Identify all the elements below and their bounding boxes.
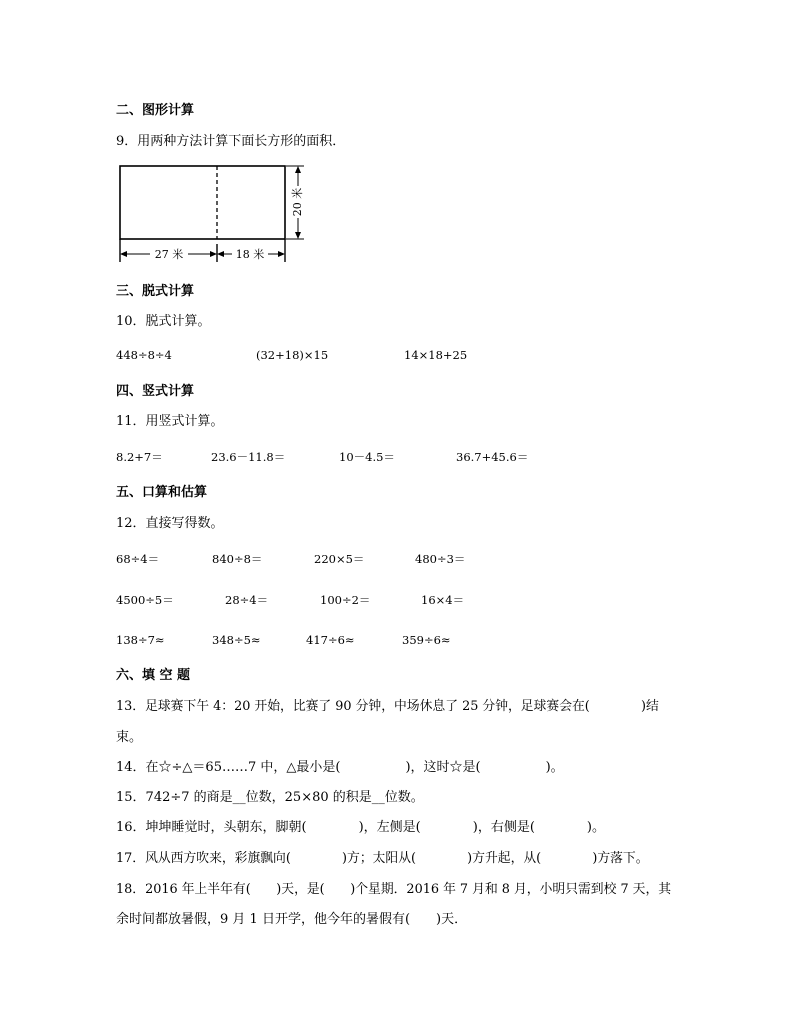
- question-16-text: 16．坤坤睡觉时，头朝东，脚朝( )，左侧是( )，右侧是( )。: [116, 820, 605, 835]
- arrow-left-start: [120, 251, 127, 257]
- question-17-text: 17．风从西方吹来，彩旗飘向( )方；太阳从( )方升起，从( )方落下。: [116, 851, 649, 866]
- height-arrow-bottom: [295, 232, 301, 239]
- question-9-text: 9．用两种方法计算下面长方形的面积．: [116, 134, 346, 149]
- expr-12-r2-3: 100÷2＝: [320, 593, 371, 607]
- rectangle-outline: [120, 166, 285, 239]
- question-14-text: 14．在☆÷△＝65……7 中，△最小是( )，这时☆是( )。: [116, 760, 564, 775]
- expr-11-2: 23.6－11.8＝: [211, 450, 286, 464]
- expr-11-1: 8.2+7＝: [116, 450, 163, 464]
- question-18-line2: 余时间都放暑假，9 月 1 日开学，他今年的暑假有( )天．: [116, 912, 468, 927]
- question-18-line1: 18．2016 年上半年有( )天，是( )个星期．2016 年 7 月和 8 月，小明只需到校 7 天，其: [116, 882, 672, 897]
- section-heading-mental: 五、口算和估算: [116, 485, 208, 500]
- expr-12-r3-3: 417÷6≈: [306, 633, 355, 647]
- section-heading-vertical: 四、竖式计算: [116, 384, 195, 399]
- expr-12-r2-2: 28÷4＝: [225, 593, 269, 607]
- length-label-27: 27 米: [154, 248, 184, 261]
- section-heading-stepwise: 三、脱式计算: [116, 284, 195, 299]
- arrow-left-end: [210, 251, 217, 257]
- expr-10-2: (32+18)×15: [256, 348, 329, 362]
- expr-12-r1-2: 840÷8＝: [212, 552, 263, 566]
- rectangle-diagram: [110, 158, 320, 270]
- expr-12-r1-3: 220×5＝: [314, 552, 365, 566]
- question-10-text: 10．脱式计算。: [116, 314, 211, 329]
- arrow-right-start: [217, 251, 224, 257]
- expr-12-r3-4: 359÷6≈: [402, 633, 451, 647]
- height-label: 20 米: [291, 187, 304, 217]
- expr-11-4: 36.7+45.6＝: [456, 450, 529, 464]
- expr-12-r3-1: 138÷7≈: [116, 633, 165, 647]
- question-12-text: 12．直接写得数。: [116, 516, 224, 531]
- expr-10-3: 14×18+25: [404, 348, 468, 362]
- expr-12-r1-4: 480÷3＝: [415, 552, 466, 566]
- expr-11-3: 10－4.5＝: [339, 450, 395, 464]
- expr-12-r2-4: 16×4＝: [421, 593, 465, 607]
- expr-12-r3-2: 348÷5≈: [212, 633, 261, 647]
- length-label-18: 18 米: [235, 248, 265, 261]
- expr-12-r2-1: 4500÷5＝: [116, 593, 174, 607]
- section-heading-geometry: 二、图形计算: [116, 103, 195, 118]
- expr-12-r1-1: 68÷4＝: [116, 552, 160, 566]
- section-heading-fill-blank: 六、填 空 题: [116, 668, 191, 683]
- height-arrow-top: [295, 166, 301, 173]
- expr-10-1: 448÷8÷4: [116, 348, 172, 362]
- arrow-right-end: [278, 251, 285, 257]
- question-13-line1: 13．足球赛下午 4：20 开始，比赛了 90 分钟，中场休息了 25 分钟，足球赛会在( )结: [116, 699, 659, 714]
- question-13-line2: 束。: [116, 730, 143, 745]
- question-15-text: 15．742÷7 的商是__位数，25×80 的积是__位数。: [116, 790, 424, 805]
- question-11-text: 11．用竖式计算。: [116, 414, 224, 429]
